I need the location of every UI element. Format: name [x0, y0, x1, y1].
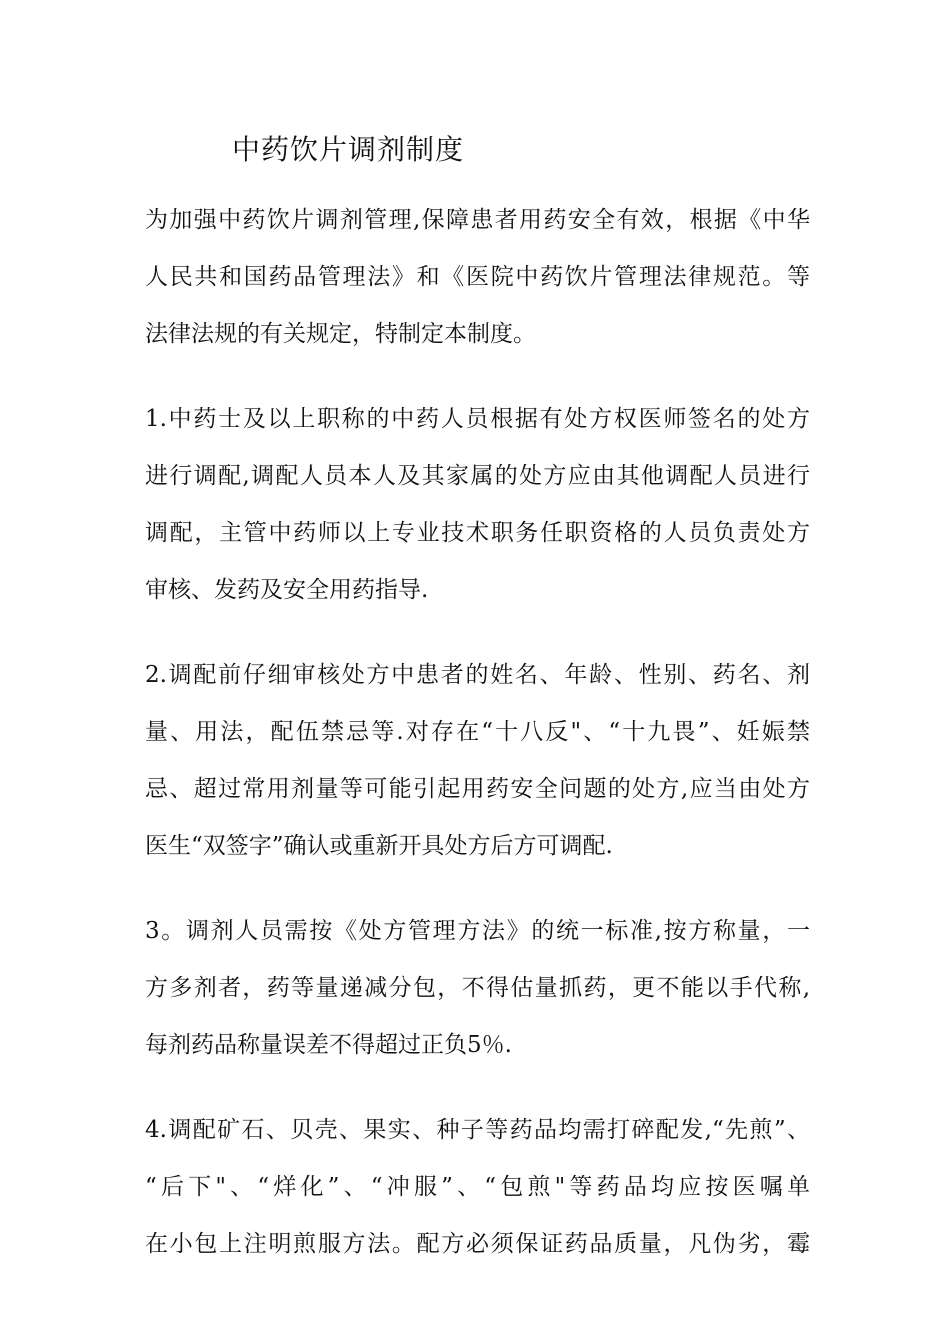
text-line: 在小包上注明煎服方法。配方必须保证药品质量，凡伪劣，霉 [145, 1231, 810, 1257]
text-line: 3。调剂人员需按《处方管理方法》的统一标准,按方称量，一 [145, 918, 810, 944]
text-line: 1.中药士及以上职称的中药人员根据有处方权医师签名的处方 [145, 406, 810, 432]
text-line: 人民共和国药品管理法》和《医院中药饮片管理法律规范。等 [145, 264, 810, 290]
text-line: 为加强中药饮片调剂管理,保障患者用药安全有效，根据《中华 [145, 207, 810, 233]
text-line: 调配，主管中药师以上专业技术职务任职资格的人员负责处方 [145, 520, 810, 546]
text-line: 法律法规的有关规定，特制定本制度。 [145, 321, 536, 347]
text-line: 量、用法，配伍禁忌等.对存在“十八反"、“十九畏”、妊娠禁 [145, 719, 810, 745]
text-line: 进行调配,调配人员本人及其家属的处方应由其他调配人员进行 [145, 463, 810, 489]
document-title: 中药饮片调剂制度 [232, 133, 465, 166]
document-body [145, 192, 810, 1301]
paragraph-item-2 [145, 647, 810, 875]
paragraph-item-1 [145, 391, 810, 619]
text-line: 4.调配矿石、贝壳、果实、种子等药品均需打碎配发,“先煎”、 [145, 1117, 810, 1143]
text-line: 方多剂者，药等量递减分包，不得估量抓药，更不能以手代称, [145, 975, 810, 1001]
paragraph-item-3 [145, 903, 810, 1074]
text-line: 忌、超过常用剂量等可能引起用药安全问题的处方,应当由处方 [145, 776, 810, 802]
paragraph-intro [145, 192, 810, 363]
text-line: “后下"、“烊化”、“冲服”、“包煎"等药品均应按医嘱单 [145, 1174, 810, 1200]
text-line: 每剂药品称量误差不得超过正负5％. [145, 1032, 512, 1058]
text-line: 2.调配前仔细审核处方中患者的姓名、年龄、性别、药名、剂 [145, 662, 810, 688]
text-line: 医生“双签字”确认或重新开具处方后方可调配. [145, 833, 613, 859]
text-line: 审核、发药及安全用药指导. [145, 577, 429, 603]
paragraph-item-4 [145, 1102, 810, 1273]
